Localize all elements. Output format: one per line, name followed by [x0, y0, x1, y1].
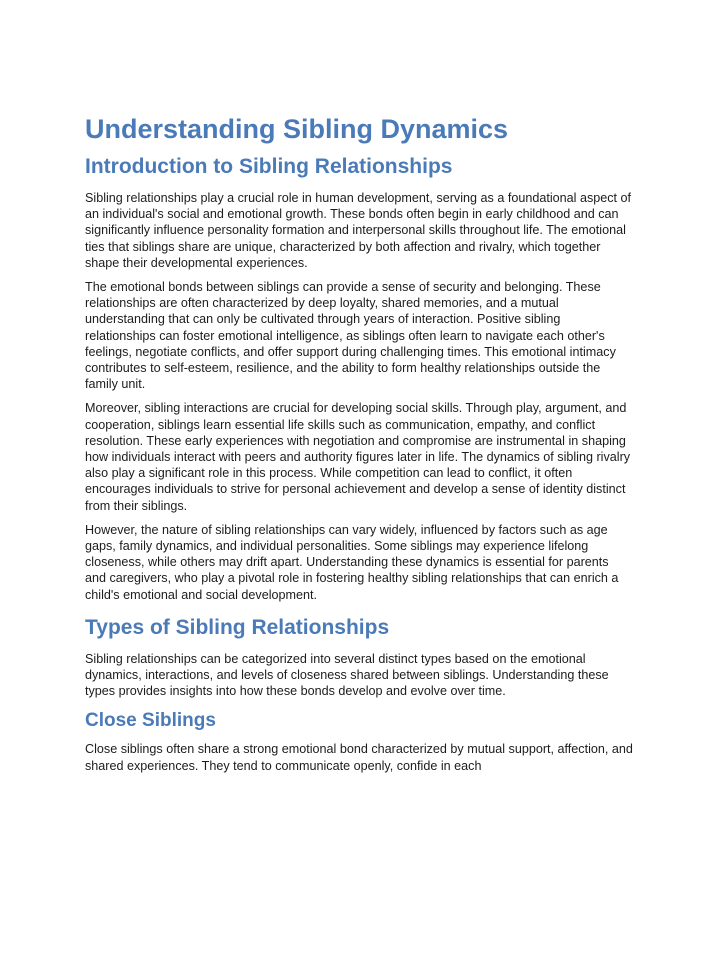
- section-heading-types: Types of Sibling Relationships: [85, 615, 390, 639]
- intro-paragraph-1: Sibling relationships play a crucial role in human development, serving as a foundational aspect of an individual's social and emotional growth. These bonds often begin in early childhood and can significantly influence personality formation and interpersonal skills throughout life. The emotional ties that siblings share are unique, characterized by both affection and rivalry, which together shape their developmental experiences.: [85, 191, 632, 270]
- close-siblings-paragraph-1: Close siblings often share a strong emotional bond characterized by mutual support, affection, and shared experiences. They tend to communicate openly, confide in each: [85, 742, 633, 773]
- subsection-heading-close-siblings: Close Siblings: [85, 710, 216, 732]
- intro-paragraph-3: Moreover, sibling interactions are crucial for developing social skills. Through play, argument, and cooperation, siblings learn essential life skills such as communication, empathy, and conflict resolution. These early experiences with negotiation and compromise are instrumental in shaping how individuals interact with peers and authority figures later in life. The dynamics of sibling rivalry also play a significant role in this process. While competition can lead to conflict, it often encourages individuals to strive for personal achievement and develop a sense of identity distinct from their siblings.: [85, 401, 631, 513]
- document-page: [85, 112, 633, 782]
- types-paragraph-1: Sibling relationships can be categorized into several distinct types based on the emotional dynamics, interactions, and levels of closeness shared between siblings. Understanding these types provides insights into how these bonds develop and evolve over time.: [85, 651, 609, 699]
- section-heading-introduction: Introduction to Sibling Relationships: [85, 155, 453, 178]
- intro-paragraph-2: The emotional bonds between siblings can provide a sense of security and belonging. These relationships are often characterized by deep loyalty, shared memories, and a mutual understanding that can only be cultivated through years of interaction. Positive sibling relationships can foster emotional intelligence, as siblings often learn to navigate each other's feelings, negotiate conflicts, and offer support during challenging times. This emotional intimacy contributes to self-esteem, resilience, and the ability to form healthy relationships outside the family unit.: [85, 280, 616, 392]
- document-title: Understanding Sibling Dynamics: [85, 114, 509, 144]
- intro-paragraph-4: However, the nature of sibling relationships can vary widely, influenced by factors such as age gaps, family dynamics, and individual personalities. Some siblings may experience lifelong closeness, while others may drift apart. Understanding these dynamics is essential for parents and caregivers, who play a pivotal role in fostering healthy sibling relationships that can enrich a child's emotional and social development.: [85, 522, 619, 602]
